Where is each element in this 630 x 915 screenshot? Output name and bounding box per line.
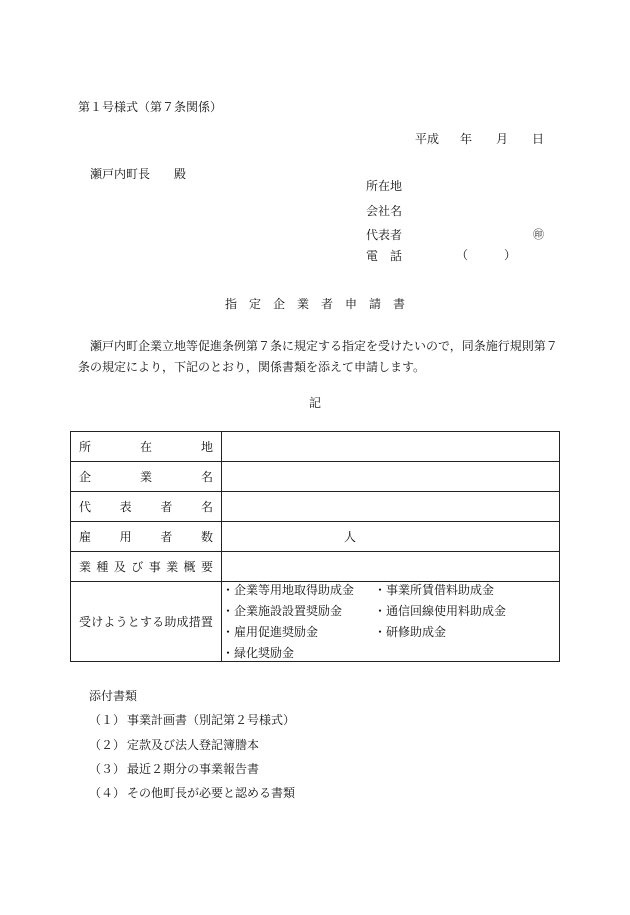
label-char: 業: [79, 560, 92, 574]
label-char: 業: [139, 470, 152, 484]
table-row-label: [71, 432, 222, 462]
table-row-value[interactable]: [222, 492, 560, 522]
table-row-label: [71, 492, 222, 522]
ki-heading: 記: [308, 396, 321, 410]
attachment-text: 定款及び法人登記簿謄本: [127, 738, 260, 752]
attachment-text: その他町長が必要と認める書類: [127, 786, 296, 800]
label-char: 在: [139, 440, 152, 454]
attachments-title: 添付書類: [89, 689, 138, 703]
application-table: [70, 431, 560, 662]
measure-item[interactable]: ・企業施設設置奨励金: [222, 604, 343, 618]
label-char: 雇: [79, 530, 92, 544]
attachment-number: （４）: [89, 786, 126, 800]
measure-item[interactable]: ・事業所賃借料助成金: [374, 583, 495, 597]
label-char: 事: [148, 560, 161, 574]
measure-item[interactable]: ・緑化奨励金: [222, 646, 295, 660]
label-char: び: [131, 560, 144, 574]
label-char: 表: [119, 500, 132, 514]
label-char: 企: [79, 470, 92, 484]
attachment-item: [89, 763, 259, 775]
applicant-company-label: 会社名: [366, 204, 403, 218]
label-char: 助: [164, 615, 177, 629]
attachment-item: [89, 787, 295, 799]
form-number: 第１号様式（第７条関係）: [78, 100, 223, 114]
measure-item[interactable]: ・研修助成金: [374, 625, 447, 639]
attachment-number: （１）: [89, 713, 126, 727]
attachment-item: [89, 714, 295, 726]
label-char: 成: [176, 615, 189, 629]
table-row: [71, 552, 560, 582]
attachment-number: （３）: [89, 762, 126, 776]
date-year: 年: [460, 132, 473, 146]
table-row-label: [71, 462, 222, 492]
label-char: と: [127, 615, 140, 629]
label-char: 概: [183, 560, 196, 574]
table-row: [71, 492, 560, 522]
date-era: 平成: [415, 132, 440, 146]
label-char: 者: [160, 530, 173, 544]
measure-item[interactable]: ・雇用促進奨励金: [222, 625, 319, 639]
attachment-text: 最近２期分の事業報告書: [127, 762, 260, 776]
label-char: る: [152, 615, 165, 629]
label-char: す: [139, 615, 152, 629]
table-row: [71, 462, 560, 492]
table-row-value[interactable]: [222, 552, 560, 582]
measures-list: [222, 582, 560, 662]
label-char: 者: [160, 500, 173, 514]
date-line: [415, 133, 544, 145]
applicant-phone-label: 電 話: [366, 249, 403, 263]
applicant-phone-paren: （ ）: [456, 248, 517, 262]
table-row: [71, 582, 560, 662]
measures-label: [71, 582, 222, 662]
attachment-text: 事業計画書（別記第２号様式）: [127, 713, 296, 727]
seal-mark: ㊞: [533, 228, 544, 241]
unit-label: 人: [344, 530, 357, 544]
label-char: う: [115, 615, 128, 629]
label-char: 及: [113, 560, 126, 574]
applicant-address-label: 所在地: [366, 179, 403, 193]
label-char: 名: [200, 500, 213, 514]
attachment-number: （２）: [89, 738, 126, 752]
table-row-label: [71, 522, 222, 552]
label-char: 名: [200, 470, 213, 484]
label-char: け: [91, 615, 104, 629]
label-char: 業: [166, 560, 179, 574]
label-char: 所: [79, 440, 92, 454]
addressee: 瀬戸内町長 殿: [90, 167, 187, 181]
attachment-item: [89, 739, 259, 751]
measure-item[interactable]: ・通信回線使用料助成金: [374, 604, 507, 618]
table-row: [71, 432, 560, 462]
date-month: 月: [496, 132, 509, 146]
table-row-label: [71, 552, 222, 582]
label-char: 措: [188, 615, 201, 629]
table-row-value[interactable]: [222, 522, 560, 552]
label-char: よ: [103, 615, 116, 629]
label-char: 用: [119, 530, 132, 544]
label-char: 受: [79, 615, 92, 629]
table-row-value[interactable]: [222, 432, 560, 462]
label-char: 数: [200, 530, 213, 544]
date-day: 日: [532, 132, 545, 146]
label-char: 要: [200, 560, 213, 574]
label-char: 種: [96, 560, 109, 574]
table-row: [71, 522, 560, 552]
measure-item[interactable]: ・企業等用地取得助成金: [222, 583, 355, 597]
applicant-representative-label: 代表者: [366, 228, 403, 242]
label-char: 置: [200, 615, 213, 629]
label-char: 地: [200, 440, 213, 454]
document-title: 指 定 企 業 者 申 請 書: [224, 297, 405, 311]
body-text: 瀬戸内町企業立地等促進条例第７条に規定する指定を受けたいので，同条施行規則第７条の規定により，下記のとおり，関係書類を添えて申請します。: [78, 339, 558, 374]
label-char: 代: [79, 500, 92, 514]
table-row-value[interactable]: [222, 462, 560, 492]
